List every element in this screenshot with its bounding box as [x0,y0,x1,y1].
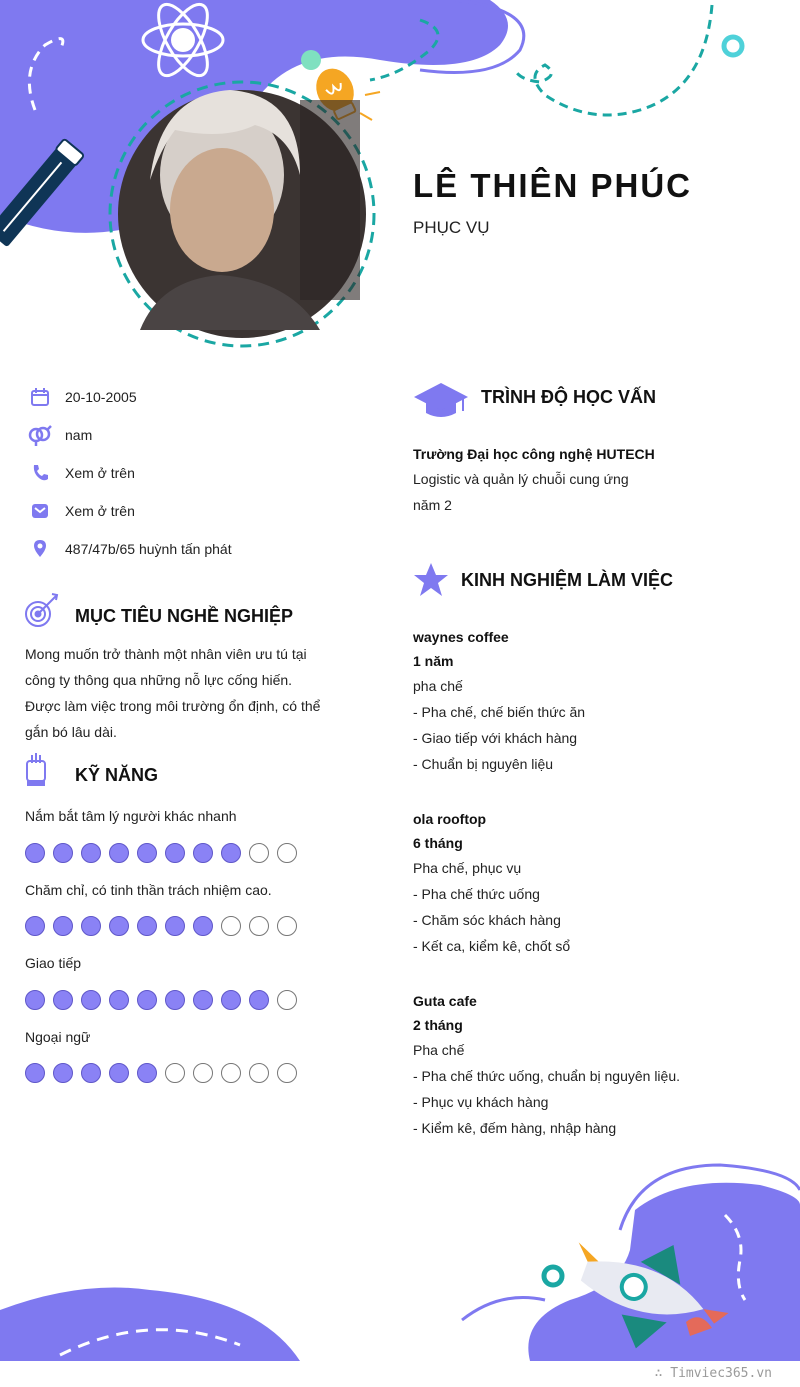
rating-dot-filled [109,843,129,863]
job-task: - Chuẩn bị nguyên liệu [413,756,554,772]
job-title: PHỤC VỤ [413,218,490,237]
rating-dot-filled [25,990,45,1010]
phone-icon [28,461,52,485]
skill-rating [25,990,297,1010]
info-address: 487/47b/65 huỳnh tấn phát [28,537,232,561]
skill-rating [25,916,297,936]
info-email: Xem ở trên [28,499,135,523]
job-task: - Kết ca, kiểm kê, chốt sổ [413,938,571,954]
rating-dot-filled [53,843,73,863]
rating-dot-empty [193,1063,213,1083]
rating-dot-filled [193,916,213,936]
experience-title: KINH NGHIỆM LÀM VIỆC [461,570,674,590]
job-company: ola rooftop [413,811,487,827]
rating-dot-filled [165,990,185,1010]
job-task: - Giao tiếp với khách hàng [413,730,578,746]
rating-dot-filled [221,990,241,1010]
rating-dot-filled [81,1063,101,1083]
rating-dot-empty [277,843,297,863]
education-title: TRÌNH ĐỘ HỌC VẤN [481,387,656,407]
job-position: pha chế [413,678,463,694]
location-pin-icon [28,537,52,561]
skill-rating [25,1063,297,1083]
rating-dot-filled [165,843,185,863]
rating-dot-filled [137,990,157,1010]
rating-dot-empty [249,916,269,936]
objective-title: MỤC TIÊU NGHỀ NGHIỆP [75,606,294,626]
rating-dot-filled [221,843,241,863]
bottom-left-blob [0,1288,300,1362]
candidate-name: LÊ THIÊN PHÚC [413,167,693,204]
job-task: - Pha chế, chế biến thức ăn [413,704,586,720]
rating-dot-filled [193,990,213,1010]
rating-dot-filled [53,1063,73,1083]
watermark: ∴ Timviec365.vn [654,1366,772,1381]
education-year: năm 2 [413,497,452,513]
job-task: - Pha chế thức uống [413,886,540,902]
job-task: - Kiểm kê, đếm hàng, nhập hàng [413,1120,617,1136]
rating-dot-filled [109,990,129,1010]
rating-dot-filled [137,843,157,863]
rating-dot-filled [53,916,73,936]
job-duration: 6 tháng [413,835,463,851]
education-school: Trường Đại học công nghệ HUTECH [413,446,655,462]
gender-icon [28,423,52,447]
rating-dot-filled [25,916,45,936]
info-phone: Xem ở trên [28,461,135,485]
job-duration: 2 tháng [413,1017,463,1033]
rating-dot-filled [25,1063,45,1083]
calendar-icon [28,385,52,409]
job-task: - Pha chế thức uống, chuẩn bị nguyên liệu. [413,1068,680,1084]
rating-dot-filled [137,1063,157,1083]
rating-dot-empty [249,843,269,863]
rating-dot-filled [249,990,269,1010]
graduation-cap-icon [414,383,468,417]
email-icon [28,499,52,523]
rating-dot-filled [25,843,45,863]
rating-dot-empty [221,1063,241,1083]
job-company: Guta cafe [413,993,477,1009]
skill-name: Giao tiếp [25,955,82,971]
rating-dot-filled [109,1063,129,1083]
job-duration: 1 năm [413,653,454,669]
job-task: - Phục vụ khách hàng [413,1094,549,1110]
skill-name: Nắm bắt tâm lý người khác nhanh [25,808,237,824]
objective-text: Mong muốn trở thành một nhân viên ưu tú tại công ty thông qua những nỗ lực cống hiến. Được làm việc trong môi trường ổn định, có thể gắn bó lâu dài. [25,646,321,740]
info-birthdate: 20-10-2005 [28,385,137,409]
skill-rating [25,843,297,863]
skill-name: Ngoại ngữ [25,1029,91,1045]
rating-dot-filled [165,916,185,936]
job-task: - Chăm sóc khách hàng [413,912,561,928]
skills-title: KỸ NĂNG [75,765,159,785]
rating-dot-filled [137,916,157,936]
rating-dot-filled [81,916,101,936]
rating-dot-empty [165,1063,185,1083]
rating-dot-empty [249,1063,269,1083]
rating-dot-filled [109,916,129,936]
job-company: waynes coffee [413,629,509,645]
star-icon [414,563,448,596]
rating-dot-filled [193,843,213,863]
rating-dot-empty [277,916,297,936]
job-position: Pha chế [413,1042,465,1058]
rating-dot-empty [221,916,241,936]
rating-dot-filled [81,990,101,1010]
rating-dot-filled [81,843,101,863]
rating-dot-filled [53,990,73,1010]
job-position: Pha chế, phục vụ [413,860,522,876]
rating-dot-empty [277,990,297,1010]
hand-icon [27,753,45,785]
skill-name: Chăm chỉ, có tinh thần trách nhiệm cao. [25,882,272,898]
profile-photo [118,90,366,338]
rating-dot-empty [277,1063,297,1083]
info-gender: nam [28,423,92,447]
target-icon [26,594,57,626]
education-major: Logistic và quản lý chuỗi cung ứng [413,471,629,487]
